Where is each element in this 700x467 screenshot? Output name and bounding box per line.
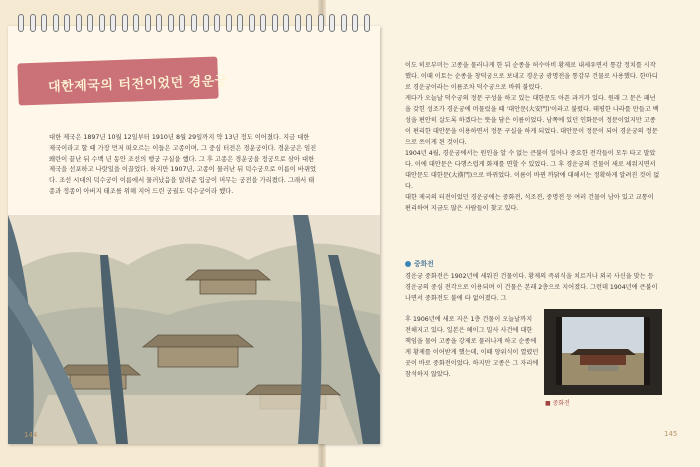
section-heading (405, 258, 434, 268)
section-paragraph: 경운궁 중화전은 1902년에 세워진 건물이다. 황제의 즉위식을 치르거나 외국 사신을 맞는 등 경운궁의 중심 전각으로 이용되며 이 건물은 본래 2층으로 지어졌다. 그런데 1904년에 큰불이 나면서 중화전도 불에 타 없어졌다. 그 (405, 273, 658, 302)
notepad-spiral (8, 14, 380, 32)
right-paragraph-1: 이도 히로부미는 고종을 물러나게 한 뒤 순종을 허수아비 황제로 내세우면서 통감 정치를 시작했다. 이때 이토는 순종을 창덕궁으로 보내고 경운궁 광명전을 통감부 건물로 사용했다. 한마디로 경운궁이라는 이름조차 덕수궁으로 바꿔 불렀다. (405, 62, 658, 91)
left-page-number: 144 (24, 431, 38, 439)
photo-caption: ■ 중화전 (545, 400, 570, 407)
section-narrow-paragraph: 후 1906년에 새로 지은 1층 건물이 오늘날까지 전해지고 있다. 일본은 헤이그 밀사 사건에 대한 책임을 물어 고종을 강제로 물러나게 하고 순종에게 황제를 이어받게 했는데, 이때 양위식이 열렸던 곳이 바로 중화전이었다. 하지만 고종은 그 자리에 참석하지 않았다. (405, 316, 539, 378)
right-paragraph-3: 1904년 4월, 경운궁에서는 원인을 알 수 없는 큰불이 일어나 중요한 전각들이 모두 타고 말았다. 이에 대안문은 다행스럽게 화재를 면할 수 있었다. 그 후 경운궁의 건물이 새로 세워지면서 대안문도 대한문(大漢門)으로 바뀌었다. 이름이 바뀐 까닭에 대해서는 정확하게 알려진 것이 없다. (405, 150, 660, 190)
section-narrow-body (405, 314, 539, 380)
chapter-title: 대한제국의 터전이었던 경운궁 (47, 73, 229, 96)
bullet-icon (405, 261, 411, 267)
section-heading-text: 중화전 (414, 260, 434, 268)
left-body-text (49, 133, 317, 198)
right-paragraph-4: 대한 제국의 터전이었던 경운궁에는 중화전, 석조전, 중명전 등 여러 건물이 남아 있고 교통이 편리하여 지금도 많은 사람들이 찾고 있다. (405, 194, 654, 212)
palace-illustration (8, 215, 380, 444)
left-paragraph: 대한 제국은 1897년 10월 12일부터 1910년 8월 29일까지 약 13년 정도 이어졌다. 지금 대한 제국이라고 할 때 가장 먼저 떠오르는 이들은 고종이며, 그 중심 터전은 경운궁이다. 경운궁은 임진왜란이 끝난 뒤 수백 년 동안 조선의 행궁 구실을 했다. 그 후 고종은 경운궁을 정궁으로 삼아 대한 제국을 선포하고 나랏일을 이끌었다. 하지만 1907년, 고종이 물러난 뒤 덕수궁으로 이름이 바뀌었다. 조선 시대의 덕수궁이 이름에서 물러났음을 알려준 입궁이 머무는 궁전을 가리켰다. 그래서 태종과 정종이 아버지 태조를 위해 지어 드린 궁궐도 덕수궁이라 했다. (49, 134, 317, 195)
right-paragraph-2: 게다가 오늘날 덕수궁의 정문 구성을 하고 있는 대한문도 아픈 과거가 있다. 원래 그 문은 패넌을 갖힌 성조가 경운궁에 머물렀을 때 '대안문(大安門)'이라고 불렸다. 태평한 나라를 만들고 백성을 편안히 살도록 하겠다는 뜻을 담은 이름이었다. 남쪽에 있던 인화문이 정문이었지만 고종이 편리한 대안문을 이용하면서 정문 구실을 하게 되었다. 대안문이 정문이 되어 경운궁의 정문으로 쓰이게 된 것이다. (405, 95, 659, 146)
junghwajeon-photo (544, 309, 662, 395)
section-body (405, 271, 661, 304)
right-body-text (405, 60, 661, 214)
right-page-number: 145 (664, 430, 678, 438)
